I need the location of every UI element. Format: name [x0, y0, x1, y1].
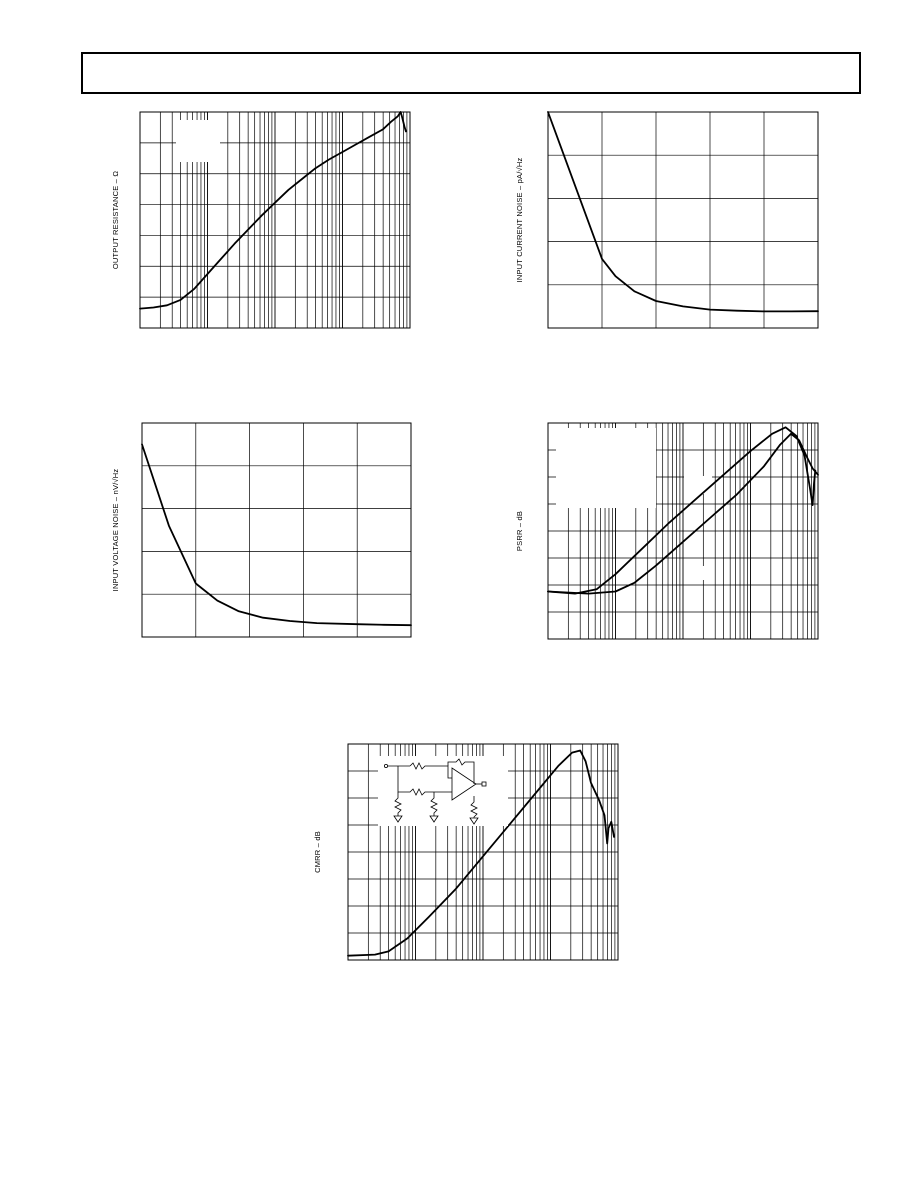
plot-frame [142, 423, 411, 637]
curve-label-area [684, 566, 712, 580]
schematic-background [378, 756, 508, 826]
y-axis-label: INPUT CURRENT NOISE – pA/√Hz [515, 157, 524, 283]
y-axis-label: INPUT VOLTAGE NOISE – nV/√Hz [111, 468, 120, 592]
y-axis-label: CMRR – dB [313, 831, 322, 873]
y-axis-label: OUTPUT RESISTANCE – Ω [111, 170, 120, 270]
legend-area [556, 428, 656, 508]
y-axis-label: PSRR – dB [515, 510, 524, 552]
chart-psrr [515, 423, 818, 639]
curve-label-area [684, 476, 712, 494]
legend-area [176, 120, 220, 162]
chart-input-voltage-noise [111, 423, 411, 637]
series-line-1 [548, 112, 818, 311]
chart-cmrr [313, 744, 618, 960]
series-line-1 [142, 444, 411, 625]
chart-input-current-noise [515, 112, 818, 328]
test-circuit-schematic [378, 756, 508, 826]
chart-output-resistance [111, 112, 410, 328]
